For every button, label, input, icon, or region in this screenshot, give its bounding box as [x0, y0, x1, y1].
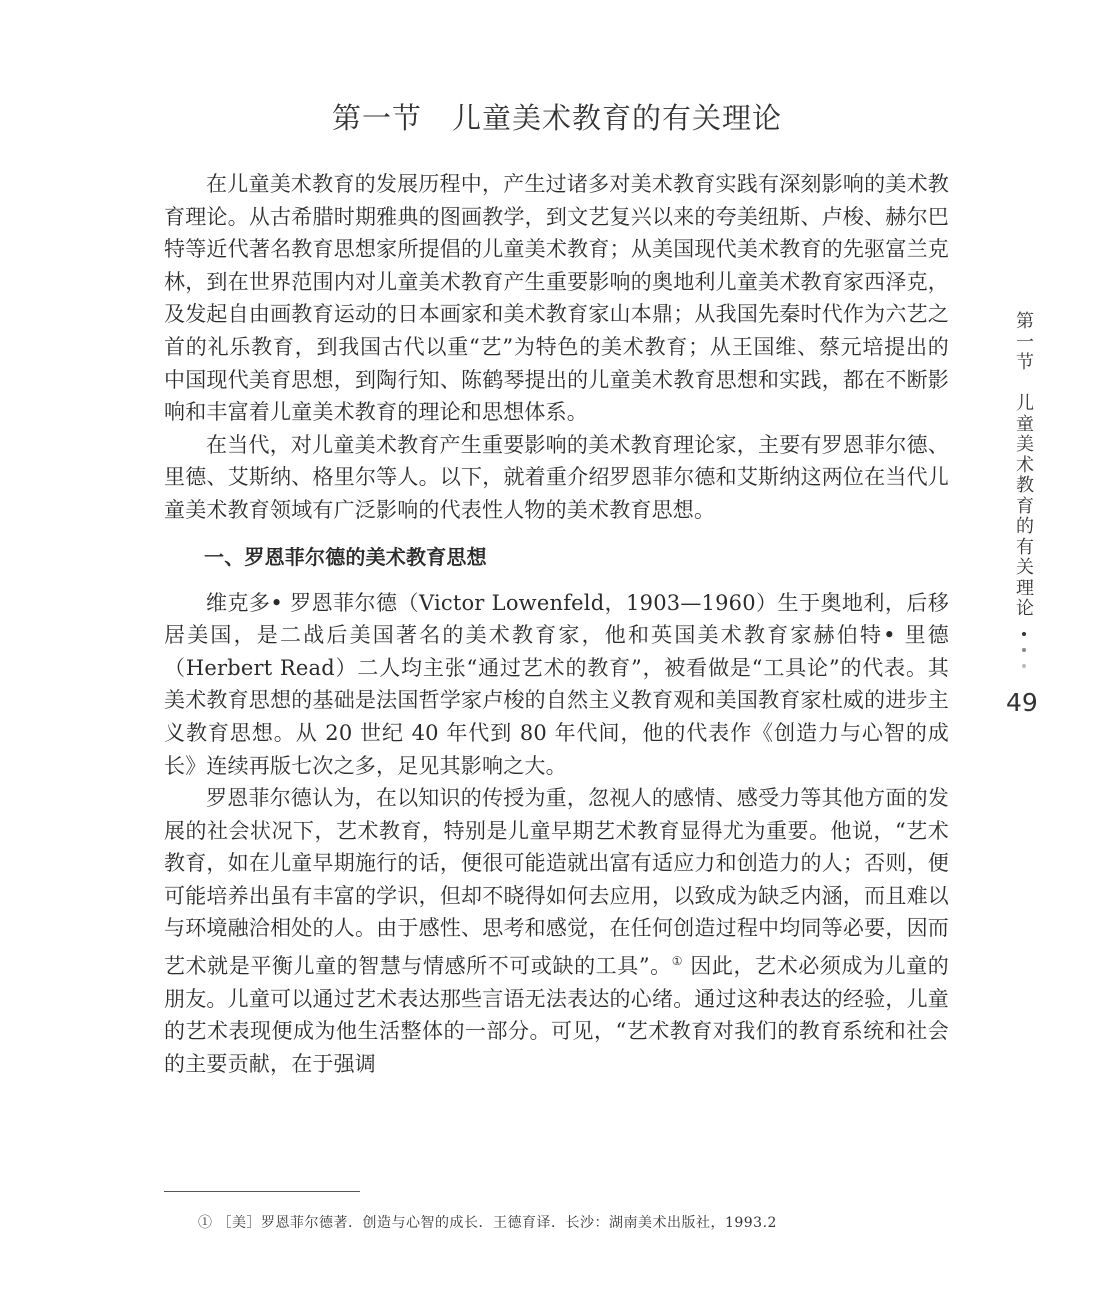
- paragraph-2: 在当代，对儿童美术教育产生重要影响的美术教育理论家，主要有罗恩菲尔德、里德、艾斯纳、格里尔等人。以下，就着重介绍罗恩菲尔德和艾斯纳这两位在当代儿童美术教育领域有广泛影响的代表性人物的美术教育思想。: [164, 432, 949, 522]
- dot-light: [1022, 664, 1026, 668]
- decorative-dots: [1019, 632, 1029, 680]
- subsection-heading: 一、罗恩菲尔德的美术教育思想: [204, 544, 487, 569]
- body-text: [164, 168, 949, 1080]
- running-header-char: [1013, 374, 1037, 395]
- footnote: ① ［美］罗恩菲尔德著．创造与心智的成长．王德育译．长沙：湖南美术出版社，1993.2: [198, 1215, 777, 1231]
- running-header-char: 有: [1016, 536, 1034, 558]
- running-header-char: 教: [1016, 475, 1034, 496]
- running-header-char: 关: [1016, 557, 1034, 578]
- dot-mid: [1022, 648, 1026, 652]
- footnote-reference[interactable]: ①: [671, 954, 684, 969]
- running-header-vertical: [1013, 312, 1037, 620]
- page-number: 49: [1006, 688, 1038, 717]
- running-header-char: 节: [1016, 352, 1034, 373]
- running-header-char: 一: [1016, 331, 1034, 353]
- paragraph-4: [164, 782, 949, 1080]
- paragraph-4-part-2: 因此，艺术必须成为儿童的朋友。儿童可以通过艺术表达那些言语无法表达的心绪。通过这种表达的经验，儿童的艺术表现便成为他生活整体的一部分。可见，“艺术教育对我们的教育系统和社会的主要贡献，在于强调: [164, 954, 949, 1076]
- running-header-char: 论: [1016, 598, 1034, 619]
- running-header-char: 术: [1016, 454, 1034, 476]
- running-header-char: 童: [1016, 413, 1034, 435]
- running-header-char: 育: [1016, 495, 1034, 517]
- section-title-text: 儿童美术教育的有关理论: [452, 101, 783, 135]
- running-header-char: 第: [1016, 311, 1034, 332]
- footnote-divider: [164, 1191, 360, 1192]
- section-number: 第一节: [331, 101, 422, 135]
- running-header-char: 的: [1016, 516, 1034, 537]
- running-header-char: 美: [1016, 434, 1034, 455]
- dot-dark: [1022, 632, 1026, 636]
- section-title: [0, 96, 1114, 137]
- paragraph-4-part-1: 罗恩菲尔德认为，在以知识的传授为重，忽视人的感情、感受力等其他方面的发展的社会状况下，艺术教育，特别是儿童早期艺术教育显得尤为重要。他说，“艺术教育，如在儿童早期施行的话，便很可能造就出富有适应力和创造力的人；否则，便可能培养出虽有丰富的学识，但却不晓得如何去应用，以致成为缺乏内涵，而且难以与环境融洽相处的人。由于感性、思考和感觉，在任何创造过程中均同等必要，因而艺术就是平衡儿童的智慧与情感所不可或缺的工具”。: [164, 786, 949, 979]
- paragraph-3: 维克多• 罗恩菲尔德（Victor Lowenfeld，1903—1960）生于奥地利，后移居美国，是二战后美国著名的美术教育家，他和英国美术教育家赫伯特• 里德（Herbert Read）二人均主张“通过艺术的教育”，被看做是“工具论”的代表。其美术教育思想的基础是法国哲学家卢梭的自然主义教育观和美国教育家杜威的进步主义教育思想。从 20 世纪 40 年代到 80 年代间，他的代表作《创造力与心智的成长》连续再版七次之多，足见其影响之大。: [164, 590, 949, 778]
- running-header-char: 儿: [1016, 393, 1034, 414]
- running-header-char: 理: [1016, 577, 1034, 599]
- paragraph-1: 在儿童美术教育的发展历程中，产生过诸多对美术教育实践有深刻影响的美术教育理论。从古希腊时期雅典的图画教学，到文艺复兴以来的夸美纽斯、卢梭、赫尔巴特等近代著名教育思想家所提倡的儿童美术教育；从美国现代美术教育的先驱富兰克林，到在世界范围内对儿童美术教育产生重要影响的奥地利儿童美术教育家西泽克，及发起自由画教育运动的日本画家和美术教育家山本鼎；从我国先秦时代作为六艺之首的礼乐教育，到我国古代以重“艺”为特色的美术教育；从王国维、蔡元培提出的中国现代美育思想，到陶行知、陈鹤琴提出的儿童美术教育思想和实践，都在不断影响和丰富着儿童美术教育的理论和思想体系。: [164, 172, 949, 425]
